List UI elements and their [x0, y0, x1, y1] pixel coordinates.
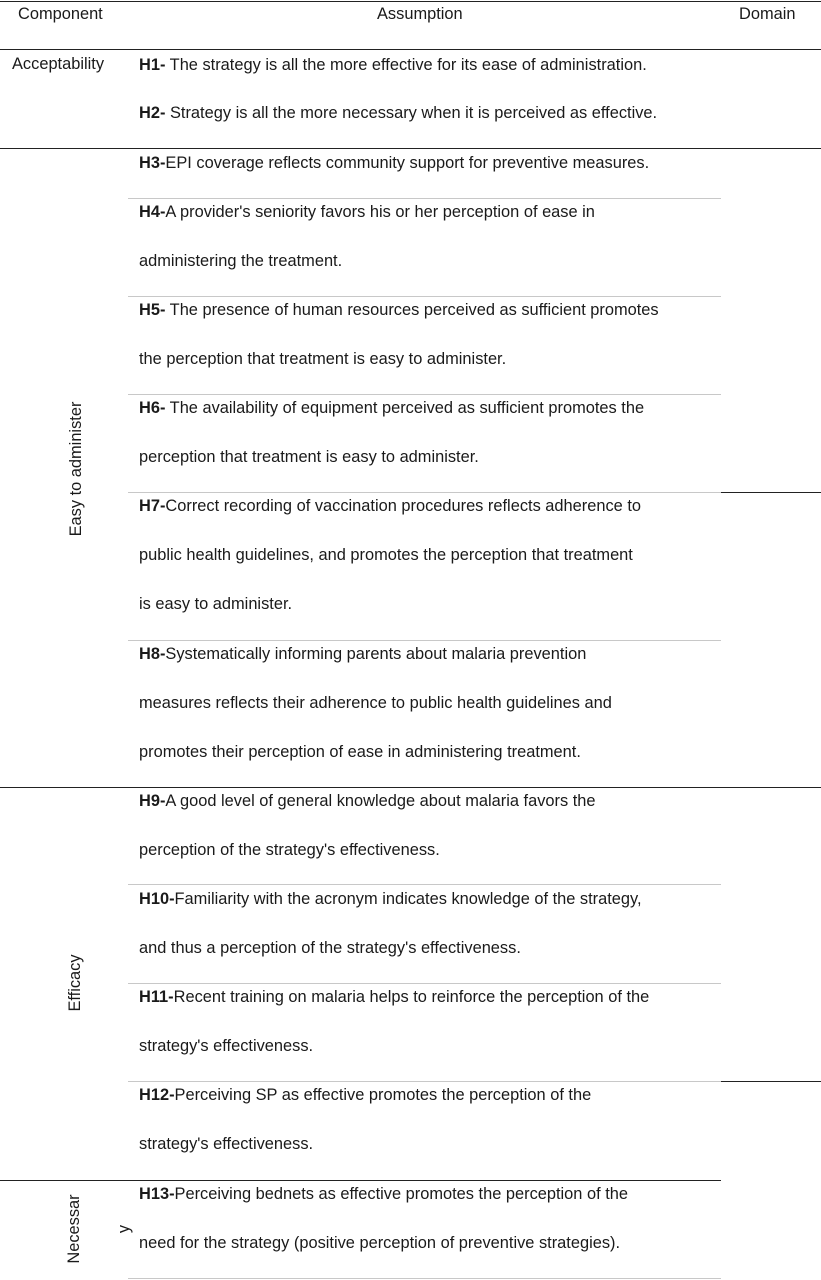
assumption-line [139, 840, 440, 860]
assumption-line [139, 1134, 313, 1154]
component-necessary-part1: Necessar [65, 1194, 83, 1264]
assumption-line [139, 300, 659, 320]
section-rule-necessary-end [128, 1180, 721, 1181]
hypothesis-code: H6- [139, 399, 166, 417]
hypothesis-code: H7- [139, 497, 166, 515]
assumption-line [139, 447, 479, 467]
assumption-line [139, 987, 649, 1007]
section-rule-efficacy-end [0, 1180, 128, 1181]
row-separator [128, 640, 721, 641]
assumption-line [139, 1184, 628, 1204]
hypothesis-code: H10- [139, 890, 175, 908]
hypothesis-code: H11- [139, 988, 174, 1006]
hypothesis-code: H9- [139, 792, 166, 810]
assumption-line [139, 742, 581, 762]
hypothesis-code: H5- [139, 301, 166, 319]
hypothesis-text: Familiarity with the acronym indicates knowledge of the strategy, [174, 890, 642, 908]
assumption-line [139, 1085, 591, 1105]
hypothesis-text: the perception that treatment is easy to administer. [139, 350, 507, 368]
assumption-line [139, 889, 642, 909]
hypothesis-text: Systematically informing parents about malaria prevention [165, 645, 587, 663]
hypothesis-code: H12- [139, 1086, 175, 1104]
hypothesis-text: administering the treatment. [139, 252, 343, 270]
header-assumption: Assumption [377, 5, 463, 23]
hypothesis-text: The availability of equipment perceived as sufficient promotes the [165, 399, 645, 417]
section-rule-easy-end [0, 787, 821, 788]
hypothesis-text: strategy's effectiveness. [139, 1135, 314, 1153]
assumption-line [139, 791, 596, 811]
hypothesis-text: measures reflects their adherence to public health guidelines and [139, 694, 612, 712]
assumption-line [139, 644, 586, 664]
assumption-line [139, 398, 644, 418]
hypothesis-text: Perceiving SP as effective promotes the perception of the [174, 1086, 592, 1104]
hypothesis-text: promotes their perception of ease in administering treatment. [139, 743, 581, 761]
hypothesis-text: A provider's seniority favors his or her perception of ease in [165, 203, 595, 221]
assumption-line [139, 938, 521, 958]
assumption-line [139, 1233, 620, 1253]
hypothesis-text: A good level of general knowledge about malaria favors the [165, 792, 596, 810]
assumption-line [139, 496, 641, 516]
hypothesis-code: H3- [139, 154, 166, 172]
row-separator [128, 394, 721, 395]
section-rule-domain-1 [721, 492, 821, 493]
row-separator [128, 884, 721, 885]
hypothesis-text: is easy to administer. [139, 595, 293, 613]
header-rule [0, 49, 821, 50]
assumption-line [139, 349, 506, 369]
component-efficacy: Efficacy [66, 954, 84, 1012]
hypothesis-text: perception of the strategy's effectiveness. [139, 841, 440, 859]
header-component: Component [18, 5, 103, 23]
assumption-line [139, 251, 342, 271]
hypothesis-code: H2- [139, 104, 166, 122]
assumption-line [139, 103, 657, 123]
hypothesis-text: Correct recording of vaccination procedures reflects adherence to [165, 497, 641, 515]
assumption-line [139, 55, 647, 75]
assumption-line [139, 594, 292, 614]
table-top-rule [0, 1, 821, 2]
row-separator [128, 1081, 721, 1082]
hypothesis-text: need for the strategy (positive perception of preventive strategies). [139, 1234, 621, 1252]
component-easy-to-administer: Easy to administer [67, 401, 85, 537]
row-separator [128, 1278, 721, 1279]
hypothesis-text: EPI coverage reflects community support for preventive measures. [165, 154, 650, 172]
hypothesis-code: H1- [139, 56, 166, 74]
hypothesis-code: H4- [139, 203, 166, 221]
component-necessary-part2: y [115, 1224, 133, 1234]
hypothesis-code: H8- [139, 645, 166, 663]
row-separator [128, 198, 721, 199]
hypothesis-text: The presence of human resources perceived as sufficient promotes [165, 301, 659, 319]
hypothesis-code: H13- [139, 1185, 175, 1203]
header-domain: Domain [739, 5, 796, 23]
section-rule-domain-2 [721, 1081, 821, 1082]
hypothesis-text: The strategy is all the more effective for its ease of administration. [165, 56, 647, 74]
row-separator [128, 983, 721, 984]
assumption-line [139, 545, 633, 565]
assumption-line [139, 202, 595, 222]
assumption-line [139, 693, 612, 713]
hypothesis-text: strategy's effectiveness. [139, 1037, 314, 1055]
hypothesis-text: public health guidelines, and promotes the perception that treatment [139, 546, 633, 564]
hypothesis-text: Recent training on malaria helps to reinforce the perception of the [173, 988, 650, 1006]
component-acceptability: Acceptability [12, 55, 105, 73]
assumption-line [139, 1036, 313, 1056]
section-rule-acceptability-end [0, 148, 821, 149]
hypothesis-text: Strategy is all the more necessary when it is perceived as effective. [165, 104, 658, 122]
hypothesis-text: Perceiving bednets as effective promotes the perception of the [174, 1185, 628, 1203]
hypothesis-text: perception that treatment is easy to administer. [139, 448, 479, 466]
row-separator [128, 492, 721, 493]
hypothesis-text: and thus a perception of the strategy's effectiveness. [139, 939, 521, 957]
row-separator [128, 296, 721, 297]
assumption-line [139, 153, 649, 173]
